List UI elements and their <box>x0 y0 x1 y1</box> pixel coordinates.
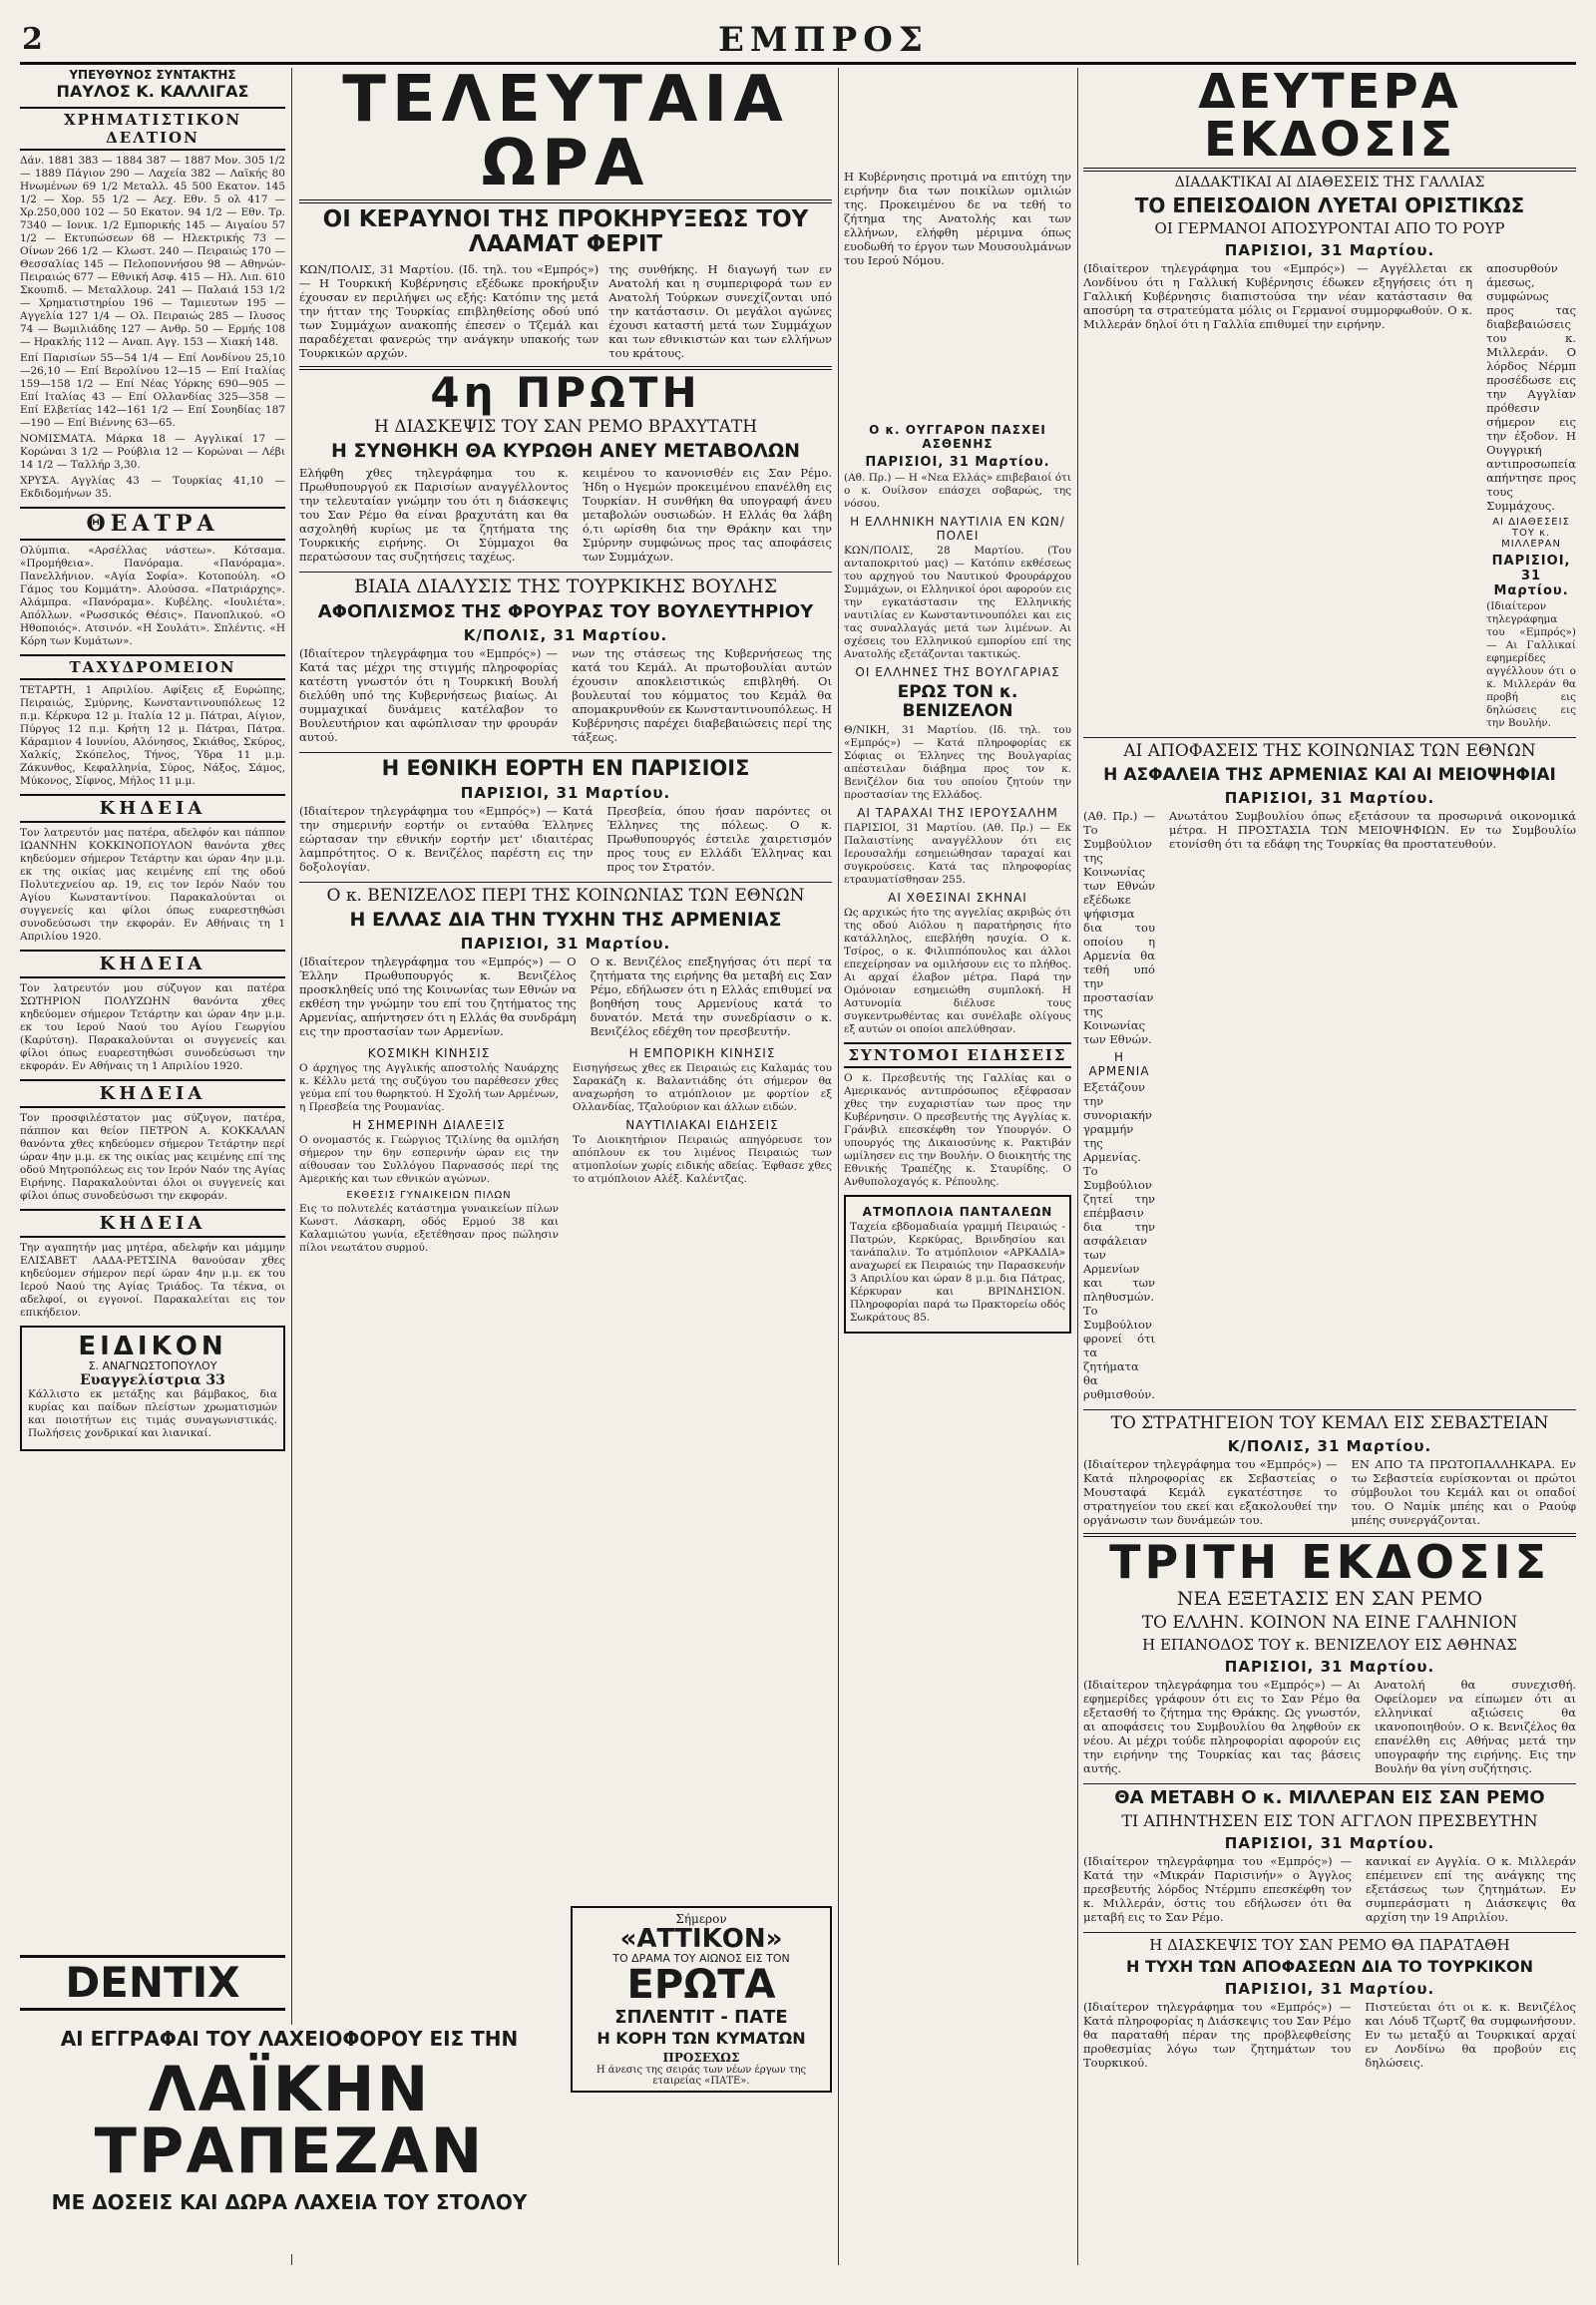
sanremo-headline: Η ΔΙΑΣΚΕΨΙΣ ΤΟΥ ΣΑΝ ΡΕΜΟ ΒΡΑΧΥΤΑΤΗ <box>373 416 758 437</box>
divider <box>1083 737 1576 738</box>
gaul-headline: ΔΙΑΔΑΚΤΙΚΑΙ ΑΙ ΔΙΑΘΕΣΕΙΣ ΤΗΣ ΓΑΛΛΙΑΣ <box>1174 175 1485 191</box>
attikon-film-title: ΕΡΩΤΑ <box>626 1962 776 2008</box>
gaul-headline-main: ΤΟ ΕΠΕΙΣΟΔΙΟΝ ΛΥΕΤΑΙ ΟΡΙΣΤΙΚΩΣ <box>1134 193 1525 218</box>
divider <box>1083 1932 1576 1933</box>
venizelos-headline: Ο κ. ΒΕΝΙΖΕΛΟΣ ΠΕΡΙ ΤΗΣ ΚΟΙΝΩΝΙΑΣ ΤΩΝ ΕΘΝΩΝ <box>326 885 805 906</box>
millerand-sanremo-columns <box>1083 1854 1576 1928</box>
nautical-headline: ΝΑΥΤΙΛΙΑΚΑΙ ΕΙΔΗΣΕΙΣ <box>625 1118 779 1133</box>
nations-columns <box>1083 809 1576 1405</box>
paris-text: (Ιδιαίτερον τηλεγράφημα του «Εμπρός») — Κατά την σημερινήν εορτήν οι ενταύθα Έλληνες εώρτασαν την εθνικήν εορτήν μετ' ιδιαιτέρας λαμπρότητος. Ο κ. Βενιζέλος παρέστη εις την δοξολογίαν. <box>299 803 594 874</box>
millerand-sanremo-text: κανικαί εν Αγγλία. Ο κ. Μιλλεράν επέμεινεν επί της ανάγκης της εξετάσεως των ζητημάτων. Εν συμπεράσματι η Διάσκεψις θα αρχίση την 19 Απριλίου. <box>1365 1853 1576 1924</box>
kemal-columns <box>1083 1457 1576 1531</box>
masthead: ΕΜΠΡΟΣ <box>718 20 929 60</box>
millerand-sanremo-headline: ΘΑ ΜΕΤΑΒΗ Ο κ. ΜΙΛΛΕΡΑΝ ΕΙΣ ΣΑΝ ΡΕΜΟ <box>1114 1786 1545 1808</box>
paris-columns <box>299 804 832 878</box>
turk-dateline: Κ/ΠΟΛΙΣ, 31 Μαρτίου. <box>463 625 668 644</box>
bulgaria-text: Θ/ΝΙΚΗ, 31 Μαρτίου. (Ιδ. τηλ. του «Εμπρός») — Κατά πληροφορίας εκ Σόφιας οι Έλληνες της Βουλγαρίας απέστειλαν διάβημα προς τον κ. Βενιζέλον δια του οποίου ζητούν την προστασίαν της Ελλάδος. <box>844 724 1071 802</box>
special-ad-address: Ευαγγελίστρια 33 <box>80 1372 225 1388</box>
naval-text: ΚΩΝ/ΠΟΛΙΣ, 28 Μαρτίου. (Του ανταποκριτού μας) — Κατόπιν εκθέσεως του αρχηγού του Ναυτικού Φρουράρχου Συμμάχων, οι Ελληνικοί όροι αφορούν εις την εγκατάστασιν της Ελληνικής ναυτιλίας εν Κωνσταντινουπόλει και εις τας συναλλαγάς μετά των λιμένων. Αι σχέσεις του Ελληνικού εμπορίου επί της Ανατολής εξετάζονται τακτικώς. <box>844 545 1071 660</box>
attikon-sub: ΤΟ ΔΡΑΜΑ ΤΟΥ ΑΙΩΝΟΣ ΕΙΣ ΤΟΝ <box>612 1952 790 1965</box>
social-text: Ο άρχηγος της Αγγλικής αποστολής Ναυάρχης κ. Κέλλυ μετά της συζύγου του παρέθεσεν χθες γεύμα επί του θωρηκτού. Η Σχολή των Αρμένων, η Πρεσβεία της Ρουμανίας. <box>299 1062 559 1114</box>
coins-text: ΝΟΜΙΣΜΑΤΑ. Μάρκα 18 — Αγγλικαί 17 — Κορώναι 3 1/2 — Ρούβλια 12 — Κορώναι — Λέβι 14 1/2 — Ταλλήρ 3,30. <box>20 433 285 471</box>
special-ad <box>20 1326 285 1451</box>
attikon-note: Η άνεσις της σειράς των νέων έργων της εταιρείας «ΠΑΤΕ». <box>596 2065 807 2087</box>
funeral-title: ΚΗΔΕΙΑ <box>20 794 285 823</box>
final-headline: Η ΔΙΑΣΚΕΨΙΣ ΤΟΥ ΣΑΝ ΡΕΜΟ ΘΑ ΠΑΡΑΤΑΘΗ <box>1149 1935 1510 1954</box>
special-ad-title: ΕΙΔΙΚΟΝ <box>78 1332 227 1361</box>
third-headline-two: ΤΟ ΕΛΛΗΝ. ΚΟΙΝΟΝ ΝΑ ΕΙΝΕ ΓΑΛΗΝΙΟΝ <box>1141 1612 1518 1633</box>
attikon-ad <box>571 1900 832 2199</box>
divider <box>299 882 832 883</box>
second-edition-banner: ΔΕΥΤΕΡΑ ΕΚΔΟΣΙΣ <box>1198 68 1461 168</box>
social-headline: ΚΟΣΜΙΚΗ ΚΙΝΗΣΙΣ <box>367 1046 491 1061</box>
millerand-headline: ΑΙ ΔΙΑΘΕΣΕΙΣ ΤΟΥ κ. ΜΙΛΛΕΡΑΝ <box>1492 517 1570 551</box>
nations-left <box>1083 809 1155 1405</box>
funeral-title: ΚΗΔΕΙΑ <box>20 1209 285 1238</box>
attikon-film-two: Η ΚΟΡΗ ΤΩΝ ΚΥΜΑΤΩΝ <box>597 2029 806 2048</box>
gaul-subheadline: ΟΙ ΓΕΡΜΑΝΟΙ ΑΠΟΣΥΡΟΝΤΑΙ ΑΠΟ ΤΟ ΡΟΥΡ <box>1154 219 1505 238</box>
paris-headline: Η ΕΘΝΙΚΗ ΕΟΡΤΗ ΕΝ ΠΑΡΙΣΙΟΙΣ <box>381 755 750 780</box>
last-hour-banner: ΤΕΛΕΥΤΑΙΑ ΩΡΑ <box>342 68 789 200</box>
lead-text: Η Κυβέρνησις προτιμά να επιτύχη την ειρήνην δια των ποικίλων ομιλιών της. Προκειμένου δε να τεθή το ζήτημα της Ανατολής και των ελλήνων, ελήφθη μέριμνα όπως ευοδωθή το έργον των Μουσουλμάνων του Ιερού Νόμου. <box>844 170 1071 267</box>
special-ad-sub: Σ. ΑΝΑΓΝΩΣΤΟΠΟΥΛΟΥ <box>88 1359 217 1372</box>
hats-headline: ΕΚΘΕΣΙΣ ΓΥΝΑΙΚΕΙΩΝ ΠΙΛΩΝ <box>346 1190 512 1202</box>
final-text: (Ιδιαίτερον τηλεγράφημα του «Εμπρός») — Κατά πληροφορίας η Διάσκεψις του Σαν Ρέμο θα παραταθή πέραν της προβλεφθείσης προθεσμίας λόγω των ζητημάτων του Τουρκικού. <box>1083 1999 1352 2070</box>
attikon-box <box>571 1906 832 2093</box>
divider <box>1083 1783 1576 1784</box>
paris-dateline: ΠΑΡΙΣΙΟΙ, 31 Μαρτίου. <box>460 783 671 802</box>
gaul-text: (Ιδιαίτερον τηλεγράφημα του «Εμπρός») — Αγγέλλεται εκ Λονδίνου ότι η Γαλλική Κυβέρνησις έδωκεν εξηγήσεις ότι η Γαλλική Κυβέρνησις διαπιστούσα την νέαν κατάστασιν θα αποσύρη τα στρατεύματα μόλις οι Γερμανοί συμμορφωθούν. Ο κ. Μιλλεράν δηλοί ότι η Γαλλία επιθυμεί την ειρήνην. <box>1083 261 1473 332</box>
special-ad-text: Κάλλιστο εκ μετάξης και βάμβακος, δια κυρίας και παίδων πλείστων χρωματισμών και ποιοτήτων εις τιμάς συναγωνιστικάς. Πωλήσεις χονδρικαί και λιανικαί. <box>28 1388 277 1439</box>
market-text: Δάν. 1881 383 — 1884 387 — 1887 Μον. 305 1/2 — 1889 Πάγιον 290 — Λαχεία 382 — Λαϊκής 80 Ηνωμένων 69 1/2 Μεταλλ. 45 500 Εκατον. 145 1/2 — Χορ. 55 1/2 — Αεχ. Εθν. 5 ολ 417 — Χρ.250,000 102 — 50 Εκατον. 94 1/2 — Εθν. Τρ. 7340 — Ιονικ. 1/2 Εμπορικής 145 — Αιγαίου 57 1/2 — Εκτυπώσεων 68 — Ηλεκτρικής 73 — Οίνων 266 1/2 — Κλωστ. 240 — Πειραιώς 170 — Θεσσαλίας 145 — Πελοποννήσου 98 — Αθηνών-Πειραιώς 677 — Εθνική Ασφ. 415 — Ηλ. Λιπ. 610 Σκουπιδ. — Μεταλλουρ. 241 — Παλαιά 153 1/2 — Χρηματιστηρίου 196 — Ταμιευτων 195 — Αγγελία 127 1/4 — Ολ. Πειραιώς 285 — Ιλυσος 74 — Βωμιλιάδης 127 — Ανθρ. 50 — Ερμής 108 — Ηρακλής 112 — Αναπ. Αγγ. 153 — Χιακή 148. <box>20 155 285 348</box>
theatre-text: Ολύμπια. «Αρσέλλας νάστεω». Κότσαμα. «Προμήθεια». Πανόραμα. «Πανόραμα». Πανελλήνιον. «Αγία Σοφία». Κοτοπούλη. «Ο Γάμος του Κομμάτη». Αλούσσα. «Πατριάρχης». Αλάμπρα. «Πανόραμα». Κυβέλης. «Ιουλιέτα». Απόλλων. «Ρωσσικός Θέσις». Πανοπλικού. «Ο Ηθοποιός». Ατσινόν. «Η Σουλάτι». Σπλέντις. «Η Κόρη των Κυμάτων». <box>20 545 285 647</box>
third-edition-banner: ΤΡΙΤΗ ΕΚΔΟΣΙΣ <box>1109 1535 1550 1590</box>
funeral-text: Τον προσφιλέστατον μας σύζυγον, πατέρα, πάππον και θείον ΠΕΤΡΟΝ Α. ΚΟΚΚΑΛΑΝ θανόντα χθες κηδεύομεν σήμερον Τετάρτην περί ώραν 4ην μ.μ. εκ της οικίας μας κειμένης επί της οδού Μητροπόλεως εις τον Ιερόν Ναόν της Αγίας Ειρήνης. Παρακαλούνται όλοι οι συγγενείς και φίλοι όπως συνοδεύσωσι την εκφοράν. <box>20 1112 285 1202</box>
health-headline: Ο κ. ΟΥΓΓΑΡΟΝ ΠΑΣΧΕΙ ΑΣΘΕΝΗΣ <box>869 423 1046 451</box>
attikon-today: Σήμερον <box>675 1912 727 1926</box>
briefs-left <box>299 1042 559 1258</box>
ships-headline: ΑΤΜΟΠΛΟΙΑ ΠΑΝΤΑΛΕΩΝ <box>862 1205 1053 1220</box>
funeral-title: ΚΗΔΕΙΑ <box>20 1079 285 1108</box>
right-column <box>1083 68 1576 2262</box>
health-text: (Αθ. Πρ.) — Η «Νεα Ελλάς» επιβεβαιοί ότι ο κ. Ουίλσον επάσχει σοβαρώς, της νόσου. <box>844 472 1071 510</box>
turk-columns <box>299 646 832 748</box>
commerce-text: Εισηγήσεως χθες εκ Πειραιώς εις Καλαμάς του Σαρακάζη κ. Βαλαντιάδης ότι σήμερον θα αναχωρήση το ατμόπλοιον με φορτίον εξ Ολλανδίας, Τζαλούριον και άλλων ειδών. <box>573 1062 832 1114</box>
nations-dateline: ΠΑΡΙΣΙΟΙ, 31 Μαρτίου. <box>1224 788 1435 807</box>
attikon-cinema-name: «ΑΤΤΙΚΟΝ» <box>619 1924 783 1954</box>
lecture-headline: Η ΣΗΜΕΡΙΝΗ ΔΙΑΛΕΞΙΣ <box>352 1118 506 1133</box>
lottery-line: ΑΙ ΕΓΓΡΑΦΑΙ ΤΟΥ ΛΑΧΕΙΟΦΟΡΟΥ ΕΙΣ ΤΗΝ <box>60 2027 519 2051</box>
mid-column <box>844 419 1071 2254</box>
scenes-text: Ως αρχικώς ήτο της αγγελίας ακριβώς ότι της οδού Αιόλου η παρατήρησις ήτο κατάλληλος, επεβλήθη ησυχία. Ο κ. Τσίρος, ο κ. Φιλιππόπουλος και άλλοι επεχείρησαν να ομιλήσουν εις το πλήθος. Αι αρχαί έλαβον μέτρα. Παρά την Ομόνοιαν εσημειώθη συμπλοκή. Η Αστυνομία διέλυσε τους συγκεντρωθέντας και συνέλαβε ολίγους εξ αυτών οι οποίοι απελύθησαν. <box>844 907 1071 1036</box>
dentix-title: DENTIX <box>20 1955 285 2011</box>
venizelos-columns <box>299 955 832 1042</box>
lead-columns <box>299 262 832 364</box>
lottery-bank-name: ΛΑΪΚΗΝ ΤΡΑΠΕΖΑΝ <box>94 2053 485 2187</box>
hats-text: Εις το πολυτελές κατάστημα γυναικείων πίλων Κωνστ. Λάσκαρη, οδός Ερμού 38 και Καλαμιώτου γωνία, εξετέθησαν προς πώλησιν πίλοι νεωτάτου συρμού. <box>299 1203 559 1255</box>
venizelos-subheadline: Η ΕΛΛΑΣ ΔΙΑ ΤΗΝ ΤΥΧΗΝ ΤΗΣ ΑΡΜΕΝΙΑΣ <box>349 909 782 932</box>
commerce-headline: Η ΕΜΠΟΡΙΚΗ ΚΙΝΗΣΙΣ <box>628 1046 776 1061</box>
naval-headline: Η ΕΛΛΗΝΙΚΗ ΝΑΥΤΙΛΙΑ ΕΝ ΚΩΝ/ΠΟΛΕΙ <box>850 515 1065 543</box>
armenia-headline: Η ΑΡΜΕΝΙΑ <box>1088 1049 1150 1078</box>
final-dateline: ΠΑΡΙΣΙΟΙ, 31 Μαρτίου. <box>1224 1979 1435 1998</box>
venizelos-text: (Ιδιαίτερον τηλεγράφημα του «Εμπρός») — Ο Έλλην Πρωθυπουργός κ. Βενιζέλος προσκληθείς υπό της Κοινωνίας των Εθνών να εκθέση την γνώμην του επί του ζητήματος της Αρμενίας, απήντησεν ότι η Ελλάς θα συνδράμη εις την προστασίαν των Αρμενίων. <box>299 955 577 1039</box>
short-news-text: Ο κ. Πρεσβευτής της Γαλλίας και ο Αμερικανός αντιπρόσωπος εξέφρασαν χθες την ευχαριστίαν των προς την Κυβέρνησιν. Ο πρεσβευτής της Αγγλίας κ. Γράνβιλ επεσκέφθη τον Υπουργόν. Ο υπουργός της Δικαιοσύνης κ. Ρακτιβάν ωμίλησεν εις την Βουλήν. Ο διοικητής της Εθνικής Τραπέζης κ. Σταυρίδης. Ο Ανθυπολοχαγός κ. Ρέπουλης. <box>844 1072 1071 1189</box>
banner-rule <box>1083 168 1576 172</box>
theatre-title: ΘΕΑΤΡΑ <box>20 507 285 541</box>
editor-label: ΥΠΕΥΘΥΝΟΣ ΣΥΝΤΑΚΤΗΣ <box>69 68 236 82</box>
sanremo-text: Ελήφθη χθες τηλεγράφημα του κ. Πρωθυπουργού εκ Παρισίων αναγγέλλοντος την τελευταίαν γνώμην του ότι η διάσκεψις του Σαν Ρέμο θα είναι βραχυτάτη και θα ασχοληθή κυρίως με τα ζητήματα της Τουρκικής ειρήνης. Οι Σύμμαχοι θα περατώσουν τας συζητήσεις ταχέως. <box>299 466 569 565</box>
short-news-headline: ΣΥΝΤΟΜΟΙ ΕΙΔΗΣΕΙΣ <box>844 1042 1071 1068</box>
millerand-sanremo-dateline: ΠΑΡΙΣΙΟΙ, 31 Μαρτίου. <box>1224 1833 1435 1852</box>
gaul-right <box>1486 261 1576 733</box>
funeral-text: Την αγαπητήν μας μητέρα, αδελφήν και μάμμην ΕΛΙΣΑΒΕΤ ΛΑΔΑ-ΡΕΤΣΙΝΑ θανούσαν χθες κηδεύομεν σήμερον περί ώραν 4ην μ.μ. εκ του Ιερού Ναού της Αγίας Τριάδος. Τα τέκνα, οι αδελφοί, οι εγγονοί. Παρακαλείται εις τον επικήδειον. <box>20 1242 285 1319</box>
turk-text: νων της στάσεως της Κυβερνήσεως της κατά του Κεμάλ. Αι πρωτοβουλίαι αυτών έχουσιν αποκλειστικώς επιβληθή. Οι βουλευταί του κόμματος του Κεμάλ θα απομακρυνθούν εκ Κωνσταντινουπόλεως. Η Κυβέρνησις παρέχει διαβεβαιώσεις περί της τάξεως. <box>572 645 832 744</box>
gaul-text: αποσυρθούν άμεσως, συμφώνως προς τας διαβεβαιώσεις του κ. Μιλλεράν. Ο λόρδος Νέρμπ προσέδωσε εις την Αγγλίαν πρόθεσιν σήμερον εις την έξοδον. Η Ουγγρική αντιπροσωπεία απήντησε προς τους Συμμάχους. <box>1486 261 1576 514</box>
venizelos-text: Ο κ. Βενιζέλος επεξηγήσας ότι περί τα ζητήματα της ειρήνης θα μεταβή εις Σαν Ρέμο, εδήλωσεν ότι η Ελλάς επιθυμεί να βοηθήση τους Αρμενίους κατά το δυνατόν. Μετά την συνεδρίασιν ο κ. Βενιζέλος εδέχθη τον πρεσβευτήν. <box>590 955 832 1039</box>
gold-text: ΧΡΥΣΑ. Αγγλίας 43 — Τουρκίας 41,10 — Εκδιδομήνων 35. <box>20 475 285 500</box>
bulgaria-headline: ΟΙ ΕΛΛΗΝΕΣ ΤΗΣ ΒΟΥΛΓΑΡΙΑΣ <box>855 665 1060 679</box>
top-rule <box>20 62 1576 65</box>
gaul-dateline: ΠΑΡΙΣΙΟΙ, 31 Μαρτίου. <box>1224 241 1435 260</box>
left-column <box>20 68 285 2262</box>
nautical-text: Το Διοικητήριον Πειραιώς απηγόρευσε τον απόπλουν εκ του λιμένος Πειραιώς των ατμοπλοίων χωρίς ειδικής αδείας. Έφθασε χθες το ατμόπλοιον Αλέξ. Καλέντζας. <box>573 1134 832 1186</box>
attikon-splendid: ΣΠΛΕΝΤΙΤ - ΠΑΤΕ <box>614 2007 788 2028</box>
sanremo-text: κειμένου το κανονισθέν εις Σαν Ρέμο. Ήδη ο Ηγεμών προκειμένου επανέλθη εις Τουρκίαν. Η συνθήκη θα υπογραφή άνευ μεταβολών ουσιωδών. Η Ελλάς θα λάβη ό,τι ωρίσθη δια την Θράκην και την Σμύρνην συμφώνως προς τας αποφάσεις των Συμμάχων. <box>582 466 832 565</box>
lead-headline: ΟΙ ΚΕΡΑΥΝΟΙ ΤΗΣ ΠΡΟΚΗΡΥΞΕΩΣ ΤΟΥ ΛΑΑΜΑΤ ΦΕΡΙΤ <box>322 206 809 258</box>
attikon-soon: ΠΡΟΣΕΧΩΣ <box>662 2051 740 2065</box>
lead-text: της συνθήκης. Η διαγωγή των εν Ανατολή και η συμπεριφορά των εν Ανατολή Τούρκων συνεχίζονται υπό την κατάστασιν. Οι μεγάλοι αγώνες έχουσι καταστή μετά των Συμμάχων και των εθνικιστών και των ελλήνων του κράτους. <box>608 261 832 360</box>
millerand-sanremo-text: (Ιδιαίτερον τηλεγράφημα του «Εμπρός») — Κατά την «Μικράν Παρισινήν» ο Άγγλος πρεσβευτής λόρδος Ντέρμπυ επεσκέφθη τον κ. Μιλλεράν, όστις του εδήλωσεν ότι θα μεταβή εις το Σαν Ρέμο. <box>1083 1853 1352 1924</box>
first-edition-banner: 4η ΠΡΩΤΗ <box>430 367 701 417</box>
nations-headline: ΑΙ ΑΠΟΦΑΣΕΙΣ ΤΗΣ ΚΟΙΝΩΝΙΑΣ ΤΩΝ ΕΘΝΩΝ <box>1123 741 1536 762</box>
fx-text: Επί Παρισίων 55—54 1/4 — Επί Λονδίνου 25,10—26,10 — Επί Βερολίνου 12—15 — Επί Ιταλίας 159—158 1/2 — Επί Νέας Υόρκης 690—905 — Επί Ιταλίας 43 — Επί Ολλανδίας 325—358 — Επί Ελβετίας 142—161 1/2 — Επί Σουηδίας 187—190 — Επί Βιέννης 63—65. <box>20 352 285 429</box>
ships-ad <box>844 1195 1071 1334</box>
nations-text: (Αθ. Πρ.) — Το Συμβούλιον της Κοινωνίας των Εθνών εξέδωκε ψήφισμα δια του οποίου η Αρμενία θα τεθή υπό την προστασίαν της Κοινωνίας των Εθνών. <box>1083 808 1155 1046</box>
ships-text: Ταχεία εβδομαδιαία γραμμή Πειραιώς - Πατρών, Κερκύρας, Βρινδησίου και τανάπαλιν. Το ατμόπλοιον «ΑΡΚΑΔΙΑ» αναχωρεί εκ Πειραιώς την Παρασκευήν 3 Απριλίου και ώραν 8 μ.μ. δια Πάτρας, Κέρκυραν και ΒΡΙΝΔΗΣΙΟΝ. Πληροφορίαι παρά τω Πρακτορείω οδός Σωκράτους 85. <box>850 1221 1065 1325</box>
third-dateline: ΠΑΡΙΣΙΟΙ, 31 Μαρτίου. <box>1224 1657 1435 1676</box>
divider <box>1083 1409 1576 1410</box>
gaul-columns <box>1083 261 1576 733</box>
kemal-headline: ΤΟ ΣΤΡΑΤΗΓΕΙΟΝ ΤΟΥ ΚΕΜΑΛ ΕΙΣ ΣΕΒΑΣΤΕΙΑΝ <box>1110 1412 1549 1433</box>
kemal-text: ΕΝ ΑΠΟ ΤΑ ΠΡΩΤΟΠΑΛΛΗΚΑΡΑ. Εν τω Σεβαστεία ευρίσκονται οι πρώτοι σύμβουλοι του Κεμάλ και οι οπαδοί του. Ο Ναμίκ μπέης και ο Ραούφ μπέης συνεργάζονται. <box>1351 1457 1576 1528</box>
lecture-text: Ο ονομαστός κ. Γεώργιος Τζιλίνης θα ομιλήση σήμερον την 6ην εσπερινήν ώραν εις την αίθουσαν του Συλλόγου Παρνασσός περί της Αμερικής και των εθνικών αγώνων. <box>299 1134 559 1186</box>
column-rule <box>838 68 839 2265</box>
kemal-text: (Ιδιαίτερον τηλεγράφημα του «Εμπρός») — Κατά πληροφορίας εκ Σεβαστείας ο Μουσταφά Κεμάλ εγκατέστησε το στρατηγείον του εκεί και εξακολουθεί την οργάνωσιν των δυνάμεών του. <box>1083 1457 1338 1528</box>
turk-text: (Ιδιαίτερον τηλεγράφημα του «Εμπρός») — Κατά τας μέχρι της στιγμής πληροφορίας κατέστη γνωστόν ότι η Τουρκική Βουλή διελύθη υπό της Κυβερνήσεως βιαίως. Αι συμμαχικαί δυνάμεις κατέλαβον το Βουλευτήριον και αφώπλισαν την φρουράν αυτού. <box>299 645 559 744</box>
millerand-text: (Ιδιαίτερον τηλεγράφημα του «Εμπρός») — Αι Γαλλικαί εφημερίδες αγγέλλουν ότι ο κ. Μιλλεράν θα προβή εις δηλώσεις εις την Βουλήν. <box>1486 600 1576 730</box>
third-headline-three: Η ΕΠΑΝΟΔΟΣ ΤΟΥ κ. ΒΕΝΙΖΕΛΟΥ ΕΙΣ ΑΘΗΝΑΣ <box>1142 1635 1517 1654</box>
sanremo-columns <box>299 466 832 568</box>
scenes-headline: ΑΙ ΧΘΕΣΙΝΑΙ ΣΚΗΝΑΙ <box>888 891 1027 906</box>
final-columns <box>1083 2000 1576 2074</box>
briefs-columns <box>299 1042 832 1258</box>
market-title: ΧΡΗΜΑΤΙΣΤΙΚΟΝ ΔΕΛΤΙΟΝ <box>20 107 285 151</box>
millerand-sanremo-subheadline: ΤΙ ΑΠΗΝΤΗΣΕΝ ΕΙΣ ΤΟΝ ΑΓΓΛΟΝ ΠΡΕΣΒΕΥΤΗΝ <box>1121 1810 1538 1830</box>
third-text: (Ιδιαίτερον τηλεγράφημα του «Εμπρός») — Αι εφημερίδες γράφουν ότι εις το Σαν Ρέμο θα εξετασθή το ζήτημα της Θράκης. Ως γνωστόν, αι αποφάσεις του Συμβουλίου θα ληφθούν εκ νέου. Αι μέχρι τούδε πληροφορίαι αφορούν εις την ειρήνην της Τουρκίας και τας βάσεις αυτής. <box>1083 1677 1361 1775</box>
nations-text: Ανωτάτου Συμβουλίου όπως εξετάσουν τα προσωρινά οικονομικά μέτρα. Η ΠΡΟΣΤΑΣΙΑ ΤΩΝ ΜΕΙΟΨΗΦΙΩΝ. Εν τω Συμβουλίω ετονίσθη ότι τα εδάφη της Τουρκίας θα προστατευθούν. <box>1168 808 1576 851</box>
bulgaria-subheadline: ΕΡΩΣ ΤΟΝ κ. ΒΕΝΙΖΕΛΟΝ <box>897 682 1018 721</box>
page-number: 2 <box>22 22 43 57</box>
jerusalem-headline: ΑΙ ΤΑΡΑΧΑΙ ΤΗΣ ΙΕΡΟΥΣΑΛΗΜ <box>857 806 1058 821</box>
final-subheadline: Η ΤΥΧΗ ΤΩΝ ΑΠΟΦΑΣΕΩΝ ΔΙΑ ΤΟ ΤΟΥΡΚΙΚΟΝ <box>1126 1957 1533 1977</box>
jerusalem-text: ΠΑΡΙΣΙΟΙ, 31 Μαρτίου. (Αθ. Πρ.) — Εκ Παλαιστίνης αναγγέλλουν ότι εις Ιερουσαλήμ εσημειώθησαν ταραχαί και συγκρούσεις. Κατά τας πληροφορίας ετραυματίσθησαν 255. <box>844 822 1071 887</box>
lottery-line: ΜΕ ΔΟΣΕΙΣ ΚΑΙ ΔΩΡΑ ΛΑΧΕΙΑ ΤΟΥ ΣΤΟΛΟΥ <box>51 2190 528 2214</box>
health-dateline: ΠΑΡΙΣΙΟΙ, 31 Μαρτίου. <box>865 455 1050 470</box>
divider <box>299 572 832 573</box>
venizelos-dateline: ΠΑΡΙΣΙΟΙ, 31 Μαρτίου. <box>460 935 671 954</box>
post-text: ΤΕΤΑΡΤΗ, 1 Απριλίου. Αφίξεις εξ Ευρώπης, Πειραιώς, Σμύρνης, Κωνσταντινουπόλεως 12 π.μ. Κέρκυρα 12 μ. Ιταλία 12 μ. Πάτραι, Αίγιον, Πύργος 12 π.μ. Κρήτη 12 μ. Πάτραι, Πάτρα. Κάραμιον 4 Ιουνίου, Αλόνησος, Σκιάθος, Σκύρος, Χαλκίς, Σκόπελος, Τήνος, Ύδρα 11 μ.μ. Ζάκυνθος, Κεφαλληνία, Σύρος, Νάξος, Σάμος, Μύκονος, Σίφνος, Μήλος 11 μ.μ. <box>20 684 285 787</box>
turk-headline: ΒΙΑΙΑ ΔΙΑΛΥΣΙΣ ΤΗΣ ΤΟΥΡΚΙΚΗΣ ΒΟΥΛΗΣ <box>353 576 778 598</box>
nations-subheadline: Η ΑΣΦΑΛΕΙΑ ΤΗΣ ΑΡΜΕΝΙΑΣ ΚΑΙ ΑΙ ΜΕΙΟΨΗΦΙΑΙ <box>1103 764 1556 785</box>
editor-name: ΠΑΥΛΟΣ Κ. ΚΑΛΛΙΓΑΣ <box>56 82 249 101</box>
lead-continuation <box>844 170 1071 414</box>
third-headline: ΝΕΑ ΕΞΕΤΑΣΙΣ ΕΝ ΣΑΝ ΡΕΜΟ <box>1176 1588 1483 1611</box>
funeral-title: ΚΗΔΕΙΑ <box>20 950 285 978</box>
third-columns <box>1083 1678 1576 1779</box>
lead-text: ΚΩΝ/ΠΟΛΙΣ, 31 Μαρτίου. (Ιδ. τηλ. του «Εμπρός») — Η Τουρκική Κυβέρνησις εξέδωκε προκήρυξιν έχουσαν εν περιλήψει ως εξής: Κατόπιν της μετά την ήτταν της Τουρκίας επιβληθείσης οδού υπό των Συμμάχων ανακοπής έπεσεν ο Τζεμάλ και παραδέχεται φανερώς την ανάγκην υπακοής των Τουρκικών αρχών. <box>299 261 599 360</box>
post-title: ΤΑΧΥΔΡΟΜΕΙΟΝ <box>20 654 285 680</box>
newspaper-page <box>20 20 1576 2265</box>
divider <box>299 752 832 753</box>
funeral-text: Τον λατρευτόν μας πατέρα, αδελφόν και πάππον ΙΩΑΝΝΗΝ ΚΟΚΚΙΝΟΠΟΥΛΟΝ θανόντα χθες κηδεύομεν σήμερον Τετάρτην και ώραν 4ην μ.μ. εκ της οικίας μας κειμένης επί της οδού Πολυτεχνείου αρ. 19, εις τον Ιερόν Ναόν του Αγίου Κωνσταντίνου. Παρακαλούνται οι συγγενείς και φίλοι όπως ευαρεστηθώσι συνοδεύσωσι την εκφοράν. Εν Αθήναις τη 1 Απριλίου 1920. <box>20 827 285 943</box>
briefs-right <box>573 1042 832 1258</box>
column-rule <box>1077 68 1078 2265</box>
kemal-dateline: Κ/ΠΟΛΙΣ, 31 Μαρτίου. <box>1227 1437 1432 1456</box>
paris-text: Πρεσβεία, όπου ήσαν παρόντες οι Έλληνες της πόλεως. Ο κ. Πρωθυπουργός έστειλε χαιρετισμόν προς τους εν Ελλάδι Έλληνας και προς τον Στρατόν. <box>606 803 832 874</box>
funeral-text: Τον λατρευτόν μου σύζυγον και πατέρα ΣΩΤΗΡΙΟΝ ΠΟΛΥΖΩΗΝ θανόντα χθες κηδεύομεν σήμερον Τετάρτην και ώραν 4ην μ.μ. εκ του Ιερού Ναού του Αγίου Γεωργίου (Καρύτση). Παρακαλούνται οι συγγενείς και φίλοι όπως ευαρεστηθώσι συνοδεύσωσι την εκφοράν. Εν Αθήναις τη 1 Απριλίου 1920. <box>20 982 285 1072</box>
third-text: Ανατολή θα συνεχισθή. Οφείλομεν να είπωμεν ότι αι ελληνικαί αξιώσεις θα ικανοποιηθούν. Ο κ. Βενιζέλος θα επανέλθη εις Αθήνας μετά την υπογραφήν της ειρήνης. Εις την Βουλήν θα γίνη συζήτησις. <box>1374 1677 1576 1775</box>
turk-subheadline: ΑΦΟΠΛΙΣΜΟΣ ΤΗΣ ΦΡΟΥΡΑΣ ΤΟΥ ΒΟΥΛΕΥΤΗΡΙΟΥ <box>317 600 814 622</box>
final-text: Πιστεύεται ότι οι κ. κ. Βενιζέλος και Λόυδ Τζωρτζ θα συμφωνήσουν. Εν τω μεταξύ αι Τουρκικαί αρχαί εν Λονδίνω θα προβούν εις δηλώσεις. <box>1365 1999 1576 2070</box>
column-rule <box>291 68 292 2265</box>
sanremo-subheadline: Η ΣΥΝΘΗΚΗ ΘΑ ΚΥΡΩΘΗ ΑΝΕΥ ΜΕΤΑΒΟΛΩΝ <box>330 440 801 463</box>
armenia-text: Εξετάζουν την συνοριακήν γραμμήν της Αρμενίας. Το Συμβούλιον ζητεί την επέμβασιν δια την ασφάλειαν των Αρμενίων και των πληθυσμών. Το Συμβούλιον φρονεί ότι τα ζητήματα θα ρυθμισθούν. <box>1083 1079 1155 1401</box>
millerand-dateline: ΠΑΡΙΣΙΟΙ, 31 Μαρτίου. <box>1491 554 1571 599</box>
